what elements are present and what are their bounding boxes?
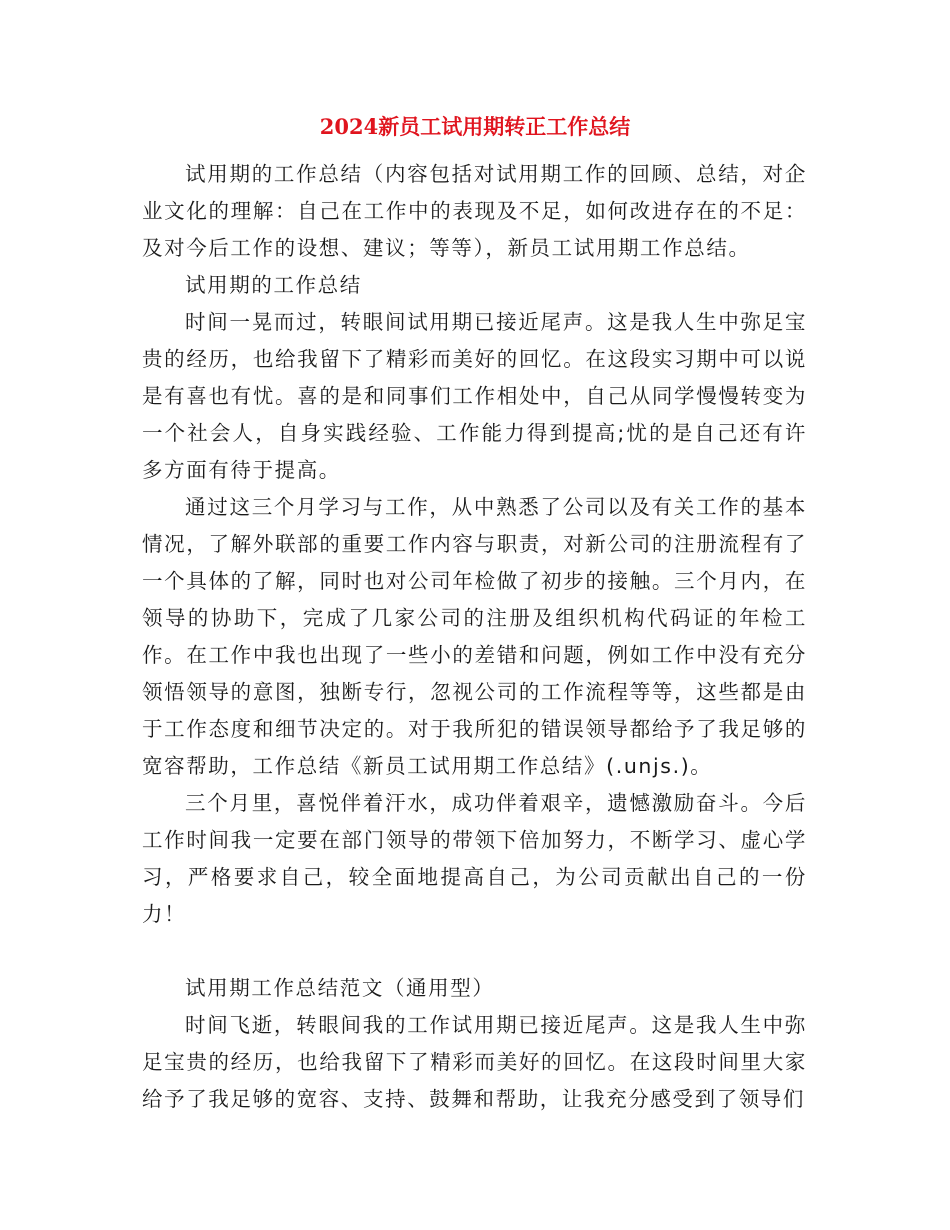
document-title: 2024新员工试用期转正工作总结 [319,114,631,139]
section-heading-trial-summary: 试用期的工作总结 [185,273,362,297]
body-paragraph: 三个月里，喜悦伴着汗水，成功伴着艰辛，遗憾激励奋斗。今后工作时间我一定要在部门领导的带领下倍加努力，不断学习、虚心学习，严格要求自己，较全面地提高自己，为公司贡献出自己的一份力！ [142,791,807,926]
document-body [142,156,807,1118]
body-paragraph: 时间飞逝，转眼间我的工作试用期已接近尾声。这是我人生中弥足宝贵的经历，也给我留下了精彩而美好的回忆。在这段时间里大家给予了我足够的宽容、支持、鼓舞和帮助，让我充分感受到了领导们 [142,1013,807,1111]
body-paragraph: 通过这三个月学习与工作，从中熟悉了公司以及有关工作的基本情况，了解外联部的重要工作内容与职责，对新公司的注册流程有了一个具体的了解，同时也对公司年检做了初步的接触。三个月内，在领导的协助下，完成了几家公司的注册及组织机构代码证的年检工作。在工作中我也出现了一些小的差错和问题，例如工作中没有充分领悟领导的意图，独断专行，忽视公司的工作流程等等，这些都是由于工作态度和细节决定的。对于我所犯的错误领导都给予了我足够的宽容帮助，工作总结《新员工试用期工作总结》(.unjs.)。 [142,495,807,778]
intro-paragraph: 试用期的工作总结（内容包括对试用期工作的回顾、总结，对企业文化的理解：自己在工作中的表现及不足，如何改进存在的不足：及对今后工作的设想、建议；等等），新员工试用期工作总结。 [142,162,807,260]
section-heading-sample: 试用期工作总结范文（通用型） [185,976,495,1000]
body-paragraph: 时间一晃而过，转眼间试用期已接近尾声。这是我人生中弥足宝贵的经历，也给我留下了精彩而美好的回忆。在这段实习期中可以说是有喜也有忧。喜的是和同事们工作相处中，自己从同学慢慢转变为一个社会人，自身实践经验、工作能力得到提高;忧的是自己还有许多方面有待于提高。 [142,310,807,482]
paragraph-spacer [142,933,807,970]
